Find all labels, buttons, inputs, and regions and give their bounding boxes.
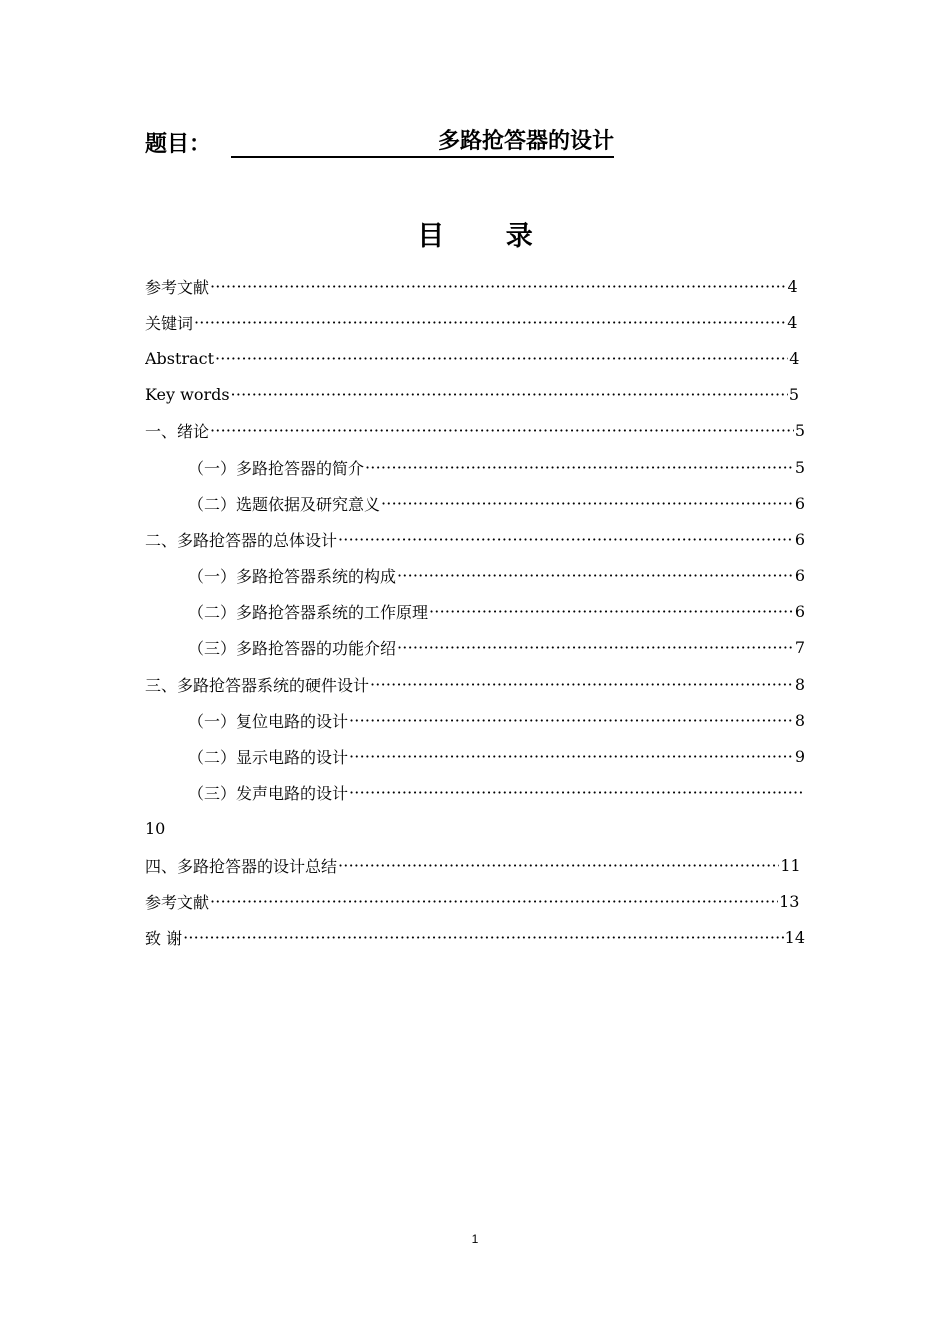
toc-leader-dots <box>183 928 784 947</box>
toc-entry-text: Key words <box>145 385 230 405</box>
toc-entry-text: （一）多路抢答器的简介 <box>188 458 365 478</box>
toc-leader-dots <box>370 675 794 694</box>
toc-entry[interactable] <box>145 449 805 485</box>
toc-entry-page: 5 <box>794 421 805 441</box>
toc-entry-text: （一）多路抢答器系统的构成 <box>188 567 397 587</box>
toc-entry[interactable] <box>145 594 805 630</box>
toc-entry-page: 7 <box>794 638 805 658</box>
toc-entry-text: 参考文献 <box>145 892 210 912</box>
toc-entry-page: 4 <box>787 276 798 296</box>
toc-leader-dots <box>381 494 794 513</box>
toc-entry[interactable] <box>145 847 805 883</box>
toc-leader-dots <box>231 385 788 404</box>
toc-entry[interactable] <box>145 377 805 413</box>
toc-entry[interactable] <box>145 413 805 449</box>
toc-leader-dots <box>365 458 794 477</box>
table-of-contents <box>145 268 805 956</box>
toc-leader-dots <box>210 892 778 911</box>
toc-entry-text: 二、多路抢答器的总体设计 <box>145 530 338 550</box>
toc-entry-page: 10 <box>145 819 166 839</box>
toc-entry-text: 参考文献 <box>145 277 210 297</box>
toc-entry-page: 4 <box>787 312 798 332</box>
toc-entry-page: 8 <box>794 674 805 694</box>
toc-entry[interactable] <box>145 702 805 738</box>
toc-leader-dots <box>194 313 786 332</box>
toc-entry-text: 致 谢 <box>145 928 183 948</box>
toc-entry-text: （三）发声电路的设计 <box>188 784 349 804</box>
toc-entry-text: 关键词 <box>145 313 194 333</box>
toc-entry-page: 6 <box>794 602 805 622</box>
toc-entry[interactable] <box>145 521 805 557</box>
toc-leader-dots <box>210 277 786 296</box>
toc-entry-page: 13 <box>779 891 800 911</box>
toc-entry-page: 8 <box>794 710 805 730</box>
toc-entry[interactable] <box>145 630 805 666</box>
title-text: 多路抢答器的设计 <box>231 128 614 158</box>
toc-entry-text: Abstract <box>145 348 215 368</box>
toc-leader-dots <box>397 638 794 657</box>
toc-heading: 目 录 <box>417 221 559 252</box>
toc-entry-page: 6 <box>794 529 805 549</box>
toc-leader-dots <box>429 602 794 621</box>
toc-entry[interactable] <box>145 558 805 594</box>
toc-leader-dots <box>349 783 805 802</box>
toc-leader-dots <box>210 421 794 440</box>
toc-entry-page-wrapped <box>145 811 805 847</box>
toc-entry-page: 14 <box>784 927 805 947</box>
toc-entry[interactable] <box>145 883 805 919</box>
toc-entry[interactable] <box>145 919 805 955</box>
toc-entry-page: 11 <box>780 855 801 875</box>
toc-entry-page: 5 <box>788 385 800 405</box>
toc-entry-text: 一、绪论 <box>145 422 210 442</box>
toc-leader-dots <box>338 856 779 875</box>
toc-leader-dots <box>397 566 794 585</box>
toc-entry-text: 三、多路抢答器系统的硬件设计 <box>145 675 370 695</box>
toc-entry-page: 5 <box>794 457 805 477</box>
toc-entry-page: 4 <box>789 348 800 368</box>
toc-entry-page: 9 <box>794 747 805 767</box>
toc-entry-text: 四、多路抢答器的设计总结 <box>145 856 338 876</box>
toc-entry[interactable] <box>145 738 805 774</box>
toc-leader-dots <box>349 711 794 730</box>
toc-entry-text: （二）多路抢答器系统的工作原理 <box>188 603 429 623</box>
toc-entry[interactable] <box>145 775 805 811</box>
toc-entry-text: （二）显示电路的设计 <box>188 748 349 768</box>
toc-leader-dots <box>338 530 794 549</box>
toc-entry-page: 6 <box>794 566 805 586</box>
page-number: 1 <box>471 1232 479 1246</box>
toc-entry-page: 6 <box>794 493 805 513</box>
toc-entry[interactable] <box>145 340 805 376</box>
document-title <box>145 124 614 158</box>
toc-entry-text: （一）复位电路的设计 <box>188 711 349 731</box>
toc-entry[interactable] <box>145 304 805 340</box>
toc-entry[interactable] <box>145 485 805 521</box>
toc-entry-text: （二）选题依据及研究意义 <box>188 494 381 514</box>
toc-entry[interactable] <box>145 666 805 702</box>
toc-entry[interactable] <box>145 268 805 304</box>
toc-entry-text: （三）多路抢答器的功能介绍 <box>188 639 397 659</box>
toc-leader-dots <box>349 747 794 766</box>
toc-leader-dots <box>215 349 788 368</box>
title-label: 题目： <box>145 132 212 157</box>
